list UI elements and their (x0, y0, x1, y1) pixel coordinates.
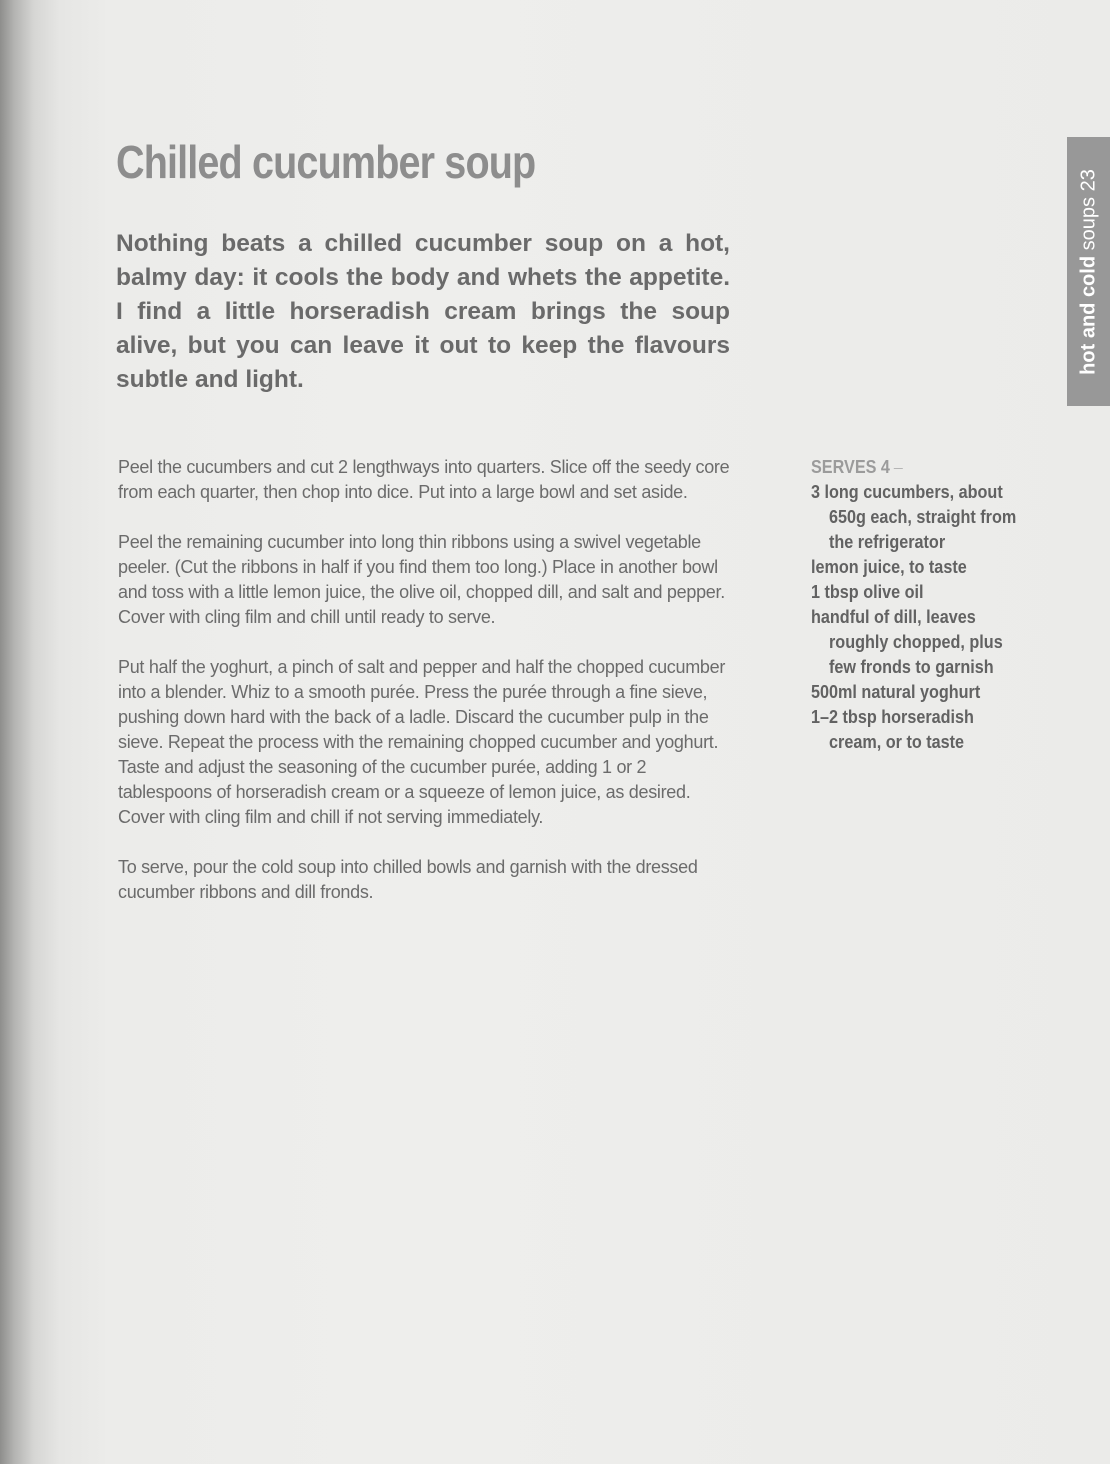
method-step: Put half the yoghurt, a pinch of salt and pepper and half the chopped cucumber into a blender. Whiz to a smooth purée. Press the purée through a fine sieve, pushing down hard with the back of a ladle. Discard the cucumber pulp in the sieve. Repeat the process with the remaining chopped cucumber and yoghurt. Taste and adjust the seasoning of the cucumber purée, adding 1 or 2 tablespoons of horseradish cream or a squeeze of lemon juice, as desired. Cover with cling film and chill if not serving immediately. (118, 657, 726, 827)
chapter-tab-label (1077, 169, 1100, 375)
ingredient-item: 500ml natural yoghurt (811, 682, 981, 702)
ingredient-item: lemon juice, to taste (811, 557, 967, 577)
page-number: 23 (1077, 168, 1099, 191)
ingredient-item: 3 long cucumbers, about 650g each, straight from the refrigerator (811, 482, 1017, 552)
section-name: hot and cold (1077, 255, 1099, 375)
page-title: Chilled cucumber soup (116, 136, 536, 188)
ingredient-item: handful of dill, leaves roughly chopped, plus few fronds to garnish (811, 607, 1003, 677)
serves-text: SERVES 4 (811, 457, 890, 477)
method-step: Peel the cucumbers and cut 2 lengthways into quarters. Slice off the seedy core from each quarter, then chop into dice. Put into a large bowl and set aside. (118, 457, 730, 502)
chapter-tab (1067, 137, 1110, 406)
method-step: Peel the remaining cucumber into long thin ribbons using a swivel vegetable peeler. (Cut the ribbons in half if you find them too long.) Place in another bowl and toss with a little lemon juice, the olive oil, chopped dill, and salt and pepper. Cover with cling film and chill until ready to serve. (118, 532, 725, 627)
ingredients-column (811, 455, 1027, 755)
divider (894, 468, 903, 469)
ingredient-item: 1 tbsp olive oil (811, 582, 924, 602)
intro-paragraph: Nothing beats a chilled cucumber soup on a hot, balmy day: it cools the body and whets the appetite. I find a little horseradish cream brings the soup alive, but you can leave it out to keep the flavours subtle and light. (116, 230, 730, 393)
serves-label (811, 455, 1027, 480)
method-step: To serve, pour the cold soup into chilled bowls and garnish with the dressed cucumber ribbons and dill fronds. (118, 857, 698, 902)
ingredient-item: 1–2 tbsp horseradish cream, or to taste (811, 707, 974, 752)
method-column (118, 455, 738, 930)
chapter-name: soups (1077, 196, 1099, 250)
